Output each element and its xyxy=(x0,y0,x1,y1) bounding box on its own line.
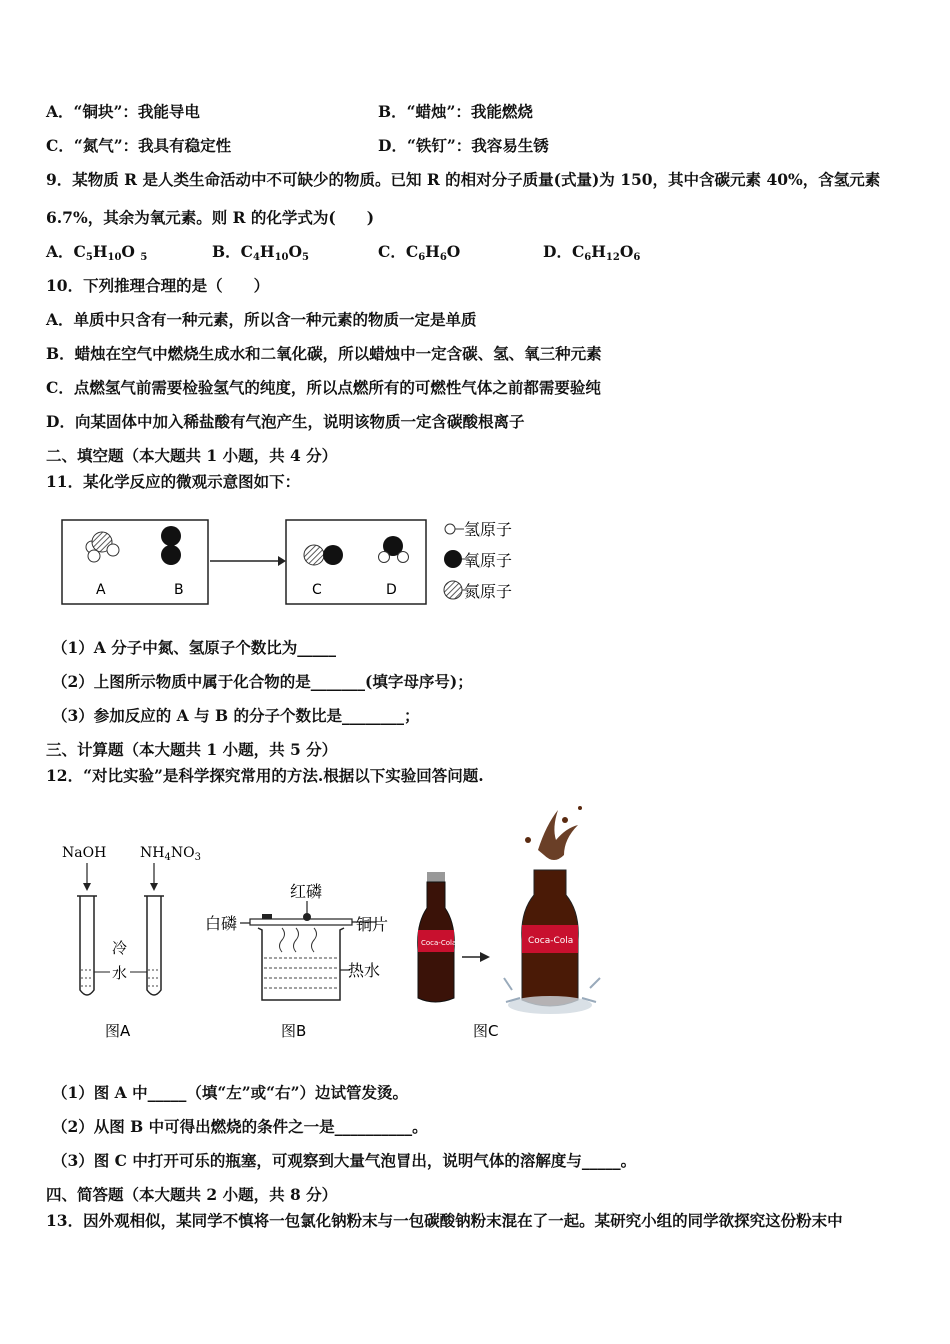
q10-option-b: B．蜡烛在空气中燃烧生成水和二氧化碳，所以蜡烛中一定含碳、氢、氧三种元素 xyxy=(46,344,602,363)
q9-option-b: B．$C_4H_{10}O_5$ xyxy=(212,242,309,263)
figure-c-caption: 图C xyxy=(473,1022,499,1040)
q12-sub2: （2）从图 B 中可得出燃烧的条件之一是__________。 xyxy=(52,1117,428,1136)
cola-bottle-closed-icon xyxy=(418,872,457,1002)
q10-stem: 10．下列推理合理的是（ ） xyxy=(46,276,270,295)
svg-text:水: 水 xyxy=(112,964,128,982)
q8-option-c: C．“氮气”：我具有稳定性 xyxy=(46,136,232,155)
q12-experiment-figures xyxy=(50,800,610,1050)
copper-plate xyxy=(250,919,352,925)
section-3-heading: 三、计算题（本大题共 1 小题，共 5 分） xyxy=(46,740,338,759)
q10-option-d: D．向某固体中加入稀盐酸有气泡产生，说明该物质一定含碳酸根离子 xyxy=(46,412,525,431)
q11-sub2: （2）上图所示物质中属于化合物的是_______(填字母序号)； xyxy=(52,672,473,691)
red-phosphorus-label: 红磷 xyxy=(290,882,323,901)
label-b: B xyxy=(174,582,184,598)
svg-text:Coca-Cola: Coca-Cola xyxy=(528,936,574,946)
q13-stem: 13．因外观相似，某同学不慎将一包氯化钠粉末与一包碳酸钠粉末混在了一起。某研究小组的同学欲探究这份粉末中 xyxy=(46,1211,843,1230)
molecule-b xyxy=(161,526,181,565)
cola-bottle-open-icon xyxy=(504,806,600,1014)
q12-stem: 12．“对比实验”是科学探究常用的方法.根据以下实验回答问题. xyxy=(46,766,484,785)
q8-option-a: A．“铜块”：我能导电 xyxy=(46,102,200,121)
svg-text:氧原子: 氧原子 xyxy=(464,551,513,570)
svg-text:氮原子: 氮原子 xyxy=(464,582,513,601)
q8-option-d: D．“铁钉”：我容易生锈 xyxy=(378,136,549,155)
label-c: C xyxy=(312,582,322,598)
label-a: A xyxy=(96,582,106,598)
q9-option-d: D．$C_6H_{12}O_6$ xyxy=(543,242,641,263)
label-d: D xyxy=(386,582,397,598)
section-4-heading: 四、简答题（本大题共 2 小题，共 8 分） xyxy=(46,1185,338,1204)
q9-option-c: C．$C_6H_6O$ xyxy=(378,242,461,263)
q11-sub1: （1）A 分子中氮、氢原子个数比为_____ xyxy=(52,638,336,657)
figure-b-beaker xyxy=(205,882,388,1040)
legend-hydrogen xyxy=(445,520,512,539)
legend-oxygen xyxy=(444,550,512,570)
nh4no3-label: $NH_4NO_3$ xyxy=(140,845,201,863)
white-phosphorus-label: 白磷 xyxy=(205,914,238,933)
figure-a-test-tubes xyxy=(62,845,201,1040)
figure-a-caption: 图A xyxy=(105,1022,131,1040)
naoh-label: NaOH xyxy=(62,845,107,861)
molecule-a xyxy=(86,532,119,562)
figure-b-caption: 图B xyxy=(281,1022,307,1040)
molecule-d xyxy=(379,536,409,563)
hot-water-label: 热水 xyxy=(348,961,381,980)
svg-text:Coca-Cola: Coca-Cola xyxy=(421,939,457,947)
section-2-heading: 二、填空题（本大题共 1 小题，共 4 分） xyxy=(46,446,338,465)
arrow-head-icon xyxy=(278,556,286,566)
q11-stem: 11．某化学反应的微观示意图如下： xyxy=(46,472,301,491)
q11-reaction-diagram xyxy=(58,514,548,614)
reactants-box xyxy=(62,520,208,604)
q9-stem-line1: 9．某物质 R 是人类生命活动中不可缺少的物质。已知 R 的相对分子质量(式量)为 150，其中含碳元素 40%，含氢元素 xyxy=(46,170,881,189)
q9-stem-line2: 6.7%，其余为氧元素。则 R 的化学式为( ) xyxy=(46,208,375,227)
q9-option-a: A．$C_5H_{10}O$ $_5$ xyxy=(46,242,148,263)
q10-option-c: C．点燃氢气前需要检验氢气的纯度，所以点燃所有的可燃性气体之前都需要验纯 xyxy=(46,378,601,397)
q10-option-a: A．单质中只含有一种元素，所以含一种元素的物质一定是单质 xyxy=(46,310,477,329)
svg-text:氢原子: 氢原子 xyxy=(464,520,513,539)
figure-c-cola xyxy=(418,806,600,1040)
molecule-c xyxy=(304,545,343,565)
legend-nitrogen xyxy=(444,581,512,601)
svg-text:冷: 冷 xyxy=(112,939,128,957)
q12-sub3: （3）图 C 中打开可乐的瓶塞，可观察到大量气泡冒出，说明气体的溶解度与_____。 xyxy=(52,1151,637,1170)
change-arrow-icon xyxy=(480,952,490,962)
q11-sub3: （3）参加反应的 A 与 B 的分子个数比是________； xyxy=(52,706,420,725)
copper-label: 铜片 xyxy=(356,915,389,934)
q12-sub1: （1）图 A 中_____（填“左”或“右”）边试管发烫。 xyxy=(52,1083,409,1102)
q8-option-b: B．“蜡烛”：我能燃烧 xyxy=(378,102,533,121)
